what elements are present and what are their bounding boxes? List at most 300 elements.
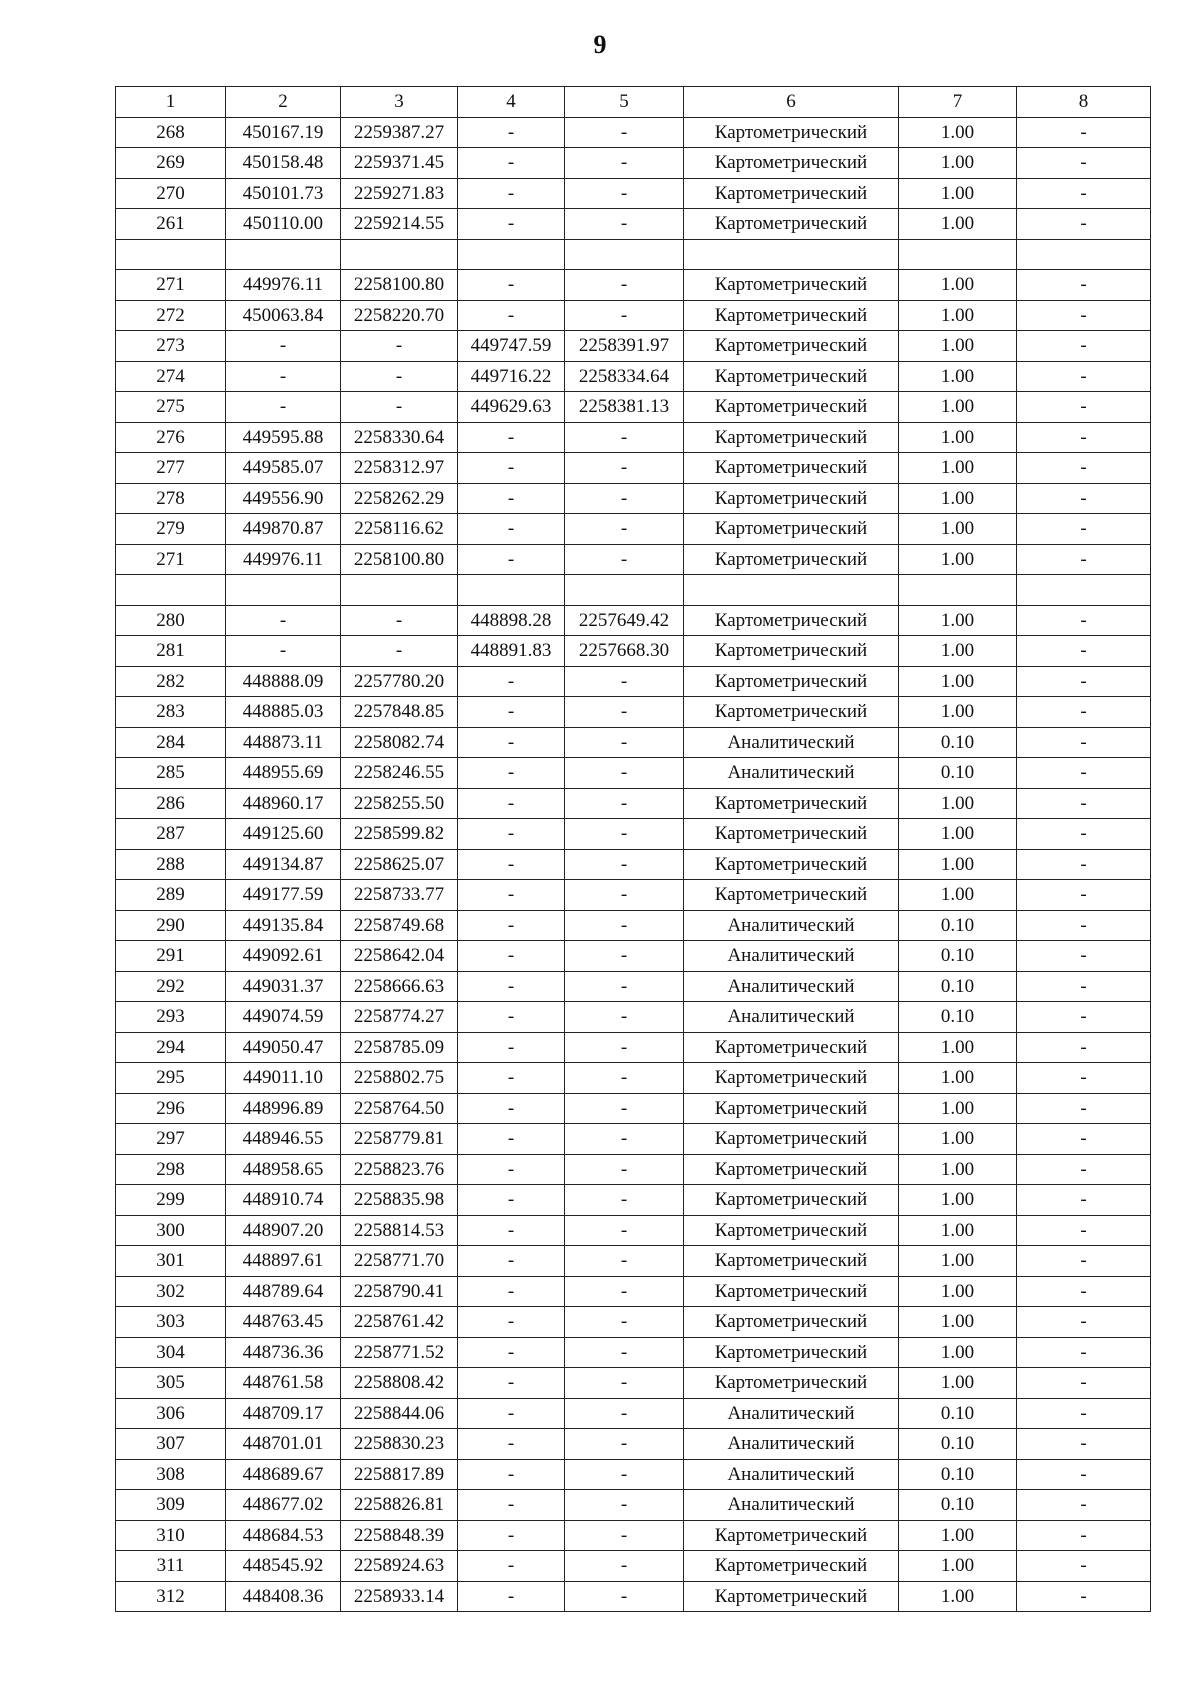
cell-y-coordinate: 2258808.42 [341,1368,458,1399]
cell-method: Картометрический [684,697,899,728]
cell-point-number: 293 [116,1002,226,1033]
cell-x-coordinate-alt: 449629.63 [458,392,565,423]
table-row [116,1459,1151,1490]
cell-precision [899,575,1017,606]
cell-y-coordinate-alt: - [565,666,684,697]
cell-x-coordinate-alt: - [458,941,565,972]
cell-precision: 0.10 [899,1490,1017,1521]
cell-y-coordinate: - [341,331,458,362]
cell-precision: 1.00 [899,605,1017,636]
cell-y-coordinate: 2258749.68 [341,910,458,941]
cell-x-coordinate-alt: 449747.59 [458,331,565,362]
cell-point-number: 306 [116,1398,226,1429]
cell-x-coordinate: 448736.36 [226,1337,341,1368]
cell-y-coordinate-alt: 2257649.42 [565,605,684,636]
cell-y-coordinate: 2258330.64 [341,422,458,453]
table-row [116,1337,1151,1368]
cell-method: Аналитический [684,1459,899,1490]
cell-note: - [1017,117,1151,148]
cell-method: Картометрический [684,666,899,697]
cell-method: Картометрический [684,1063,899,1094]
table-row [116,1246,1151,1277]
cell-x-coordinate: 448789.64 [226,1276,341,1307]
table-row [116,819,1151,850]
table-row [116,209,1151,240]
cell-note: - [1017,1154,1151,1185]
cell-method: Картометрический [684,361,899,392]
table-row [116,1215,1151,1246]
cell-precision: 1.00 [899,1124,1017,1155]
cell-x-coordinate-alt: - [458,300,565,331]
cell-x-coordinate: 448709.17 [226,1398,341,1429]
cell-x-coordinate-alt: - [458,697,565,728]
cell-note [1017,239,1151,270]
cell-x-coordinate-alt: - [458,1063,565,1094]
cell-x-coordinate-alt: - [458,849,565,880]
cell-y-coordinate-alt: - [565,1093,684,1124]
cell-y-coordinate-alt: - [565,1063,684,1094]
cell-precision: 1.00 [899,1154,1017,1185]
cell-note: - [1017,392,1151,423]
coordinates-table [115,86,1151,1612]
cell-x-coordinate-alt: - [458,117,565,148]
cell-x-coordinate: 448545.92 [226,1551,341,1582]
cell-method [684,575,899,606]
cell-x-coordinate: 450063.84 [226,300,341,331]
cell-x-coordinate: 450110.00 [226,209,341,240]
cell-method: Аналитический [684,727,899,758]
cell-note: - [1017,1368,1151,1399]
cell-y-coordinate-alt: - [565,1124,684,1155]
table-row [116,666,1151,697]
cell-x-coordinate-alt: - [458,727,565,758]
cell-note: - [1017,1398,1151,1429]
table-row [116,117,1151,148]
cell-x-coordinate-alt: - [458,666,565,697]
cell-x-coordinate: - [226,605,341,636]
cell-note: - [1017,819,1151,850]
cell-method: Картометрический [684,1307,899,1338]
cell-precision: 1.00 [899,880,1017,911]
cell-point-number: 309 [116,1490,226,1521]
cell-precision: 0.10 [899,1002,1017,1033]
cell-y-coordinate: 2258823.76 [341,1154,458,1185]
cell-point-number: 297 [116,1124,226,1155]
table-row [116,331,1151,362]
cell-note: - [1017,758,1151,789]
cell-point-number: 294 [116,1032,226,1063]
cell-y-coordinate-alt: - [565,941,684,972]
cell-x-coordinate: 450158.48 [226,148,341,179]
cell-precision: 1.00 [899,1093,1017,1124]
cell-precision: 1.00 [899,697,1017,728]
cell-x-coordinate: 448761.58 [226,1368,341,1399]
cell-y-coordinate: 2258779.81 [341,1124,458,1155]
cell-precision: 1.00 [899,819,1017,850]
table-row [116,1307,1151,1338]
cell-point-number: 291 [116,941,226,972]
cell-point-number: 282 [116,666,226,697]
cell-precision: 1.00 [899,1185,1017,1216]
cell-method: Аналитический [684,758,899,789]
cell-precision: 1.00 [899,666,1017,697]
cell-precision: 1.00 [899,1246,1017,1277]
cell-precision: 1.00 [899,1581,1017,1612]
table-row [116,1551,1151,1582]
cell-precision: 1.00 [899,209,1017,240]
cell-note: - [1017,361,1151,392]
cell-y-coordinate: 2257848.85 [341,697,458,728]
cell-x-coordinate-alt: - [458,1368,565,1399]
cell-x-coordinate-alt: - [458,1154,565,1185]
cell-x-coordinate: 448677.02 [226,1490,341,1521]
cell-method: Картометрический [684,1124,899,1155]
cell-y-coordinate-alt: - [565,483,684,514]
cell-note: - [1017,1215,1151,1246]
cell-y-coordinate-alt: - [565,1276,684,1307]
cell-y-coordinate: 2258771.70 [341,1246,458,1277]
cell-point-number: 292 [116,971,226,1002]
cell-x-coordinate: 449976.11 [226,544,341,575]
cell-y-coordinate-alt: - [565,697,684,728]
cell-precision: 1.00 [899,544,1017,575]
cell-precision: 1.00 [899,361,1017,392]
cell-x-coordinate-alt: - [458,910,565,941]
cell-x-coordinate-alt: - [458,1032,565,1063]
cell-point-number: 302 [116,1276,226,1307]
cell-note: - [1017,605,1151,636]
cell-precision: 1.00 [899,148,1017,179]
header-cell-col-5: 5 [565,87,684,118]
cell-point-number: 296 [116,1093,226,1124]
cell-x-coordinate-alt: 448898.28 [458,605,565,636]
cell-method: Картометрический [684,880,899,911]
cell-x-coordinate: 448955.69 [226,758,341,789]
cell-x-coordinate: 448907.20 [226,1215,341,1246]
cell-note: - [1017,1520,1151,1551]
cell-point-number: 270 [116,178,226,209]
cell-precision: 1.00 [899,1368,1017,1399]
cell-method [684,239,899,270]
cell-y-coordinate: 2258246.55 [341,758,458,789]
cell-y-coordinate: 2258774.27 [341,1002,458,1033]
cell-method: Аналитический [684,1490,899,1521]
table-row [116,605,1151,636]
cell-point-number: 273 [116,331,226,362]
cell-note: - [1017,1093,1151,1124]
table-row [116,422,1151,453]
cell-y-coordinate-alt: 2258391.97 [565,331,684,362]
table-row [116,788,1151,819]
cell-x-coordinate-alt: - [458,1246,565,1277]
cell-x-coordinate-alt: - [458,788,565,819]
cell-x-coordinate-alt: - [458,971,565,1002]
cell-precision: 1.00 [899,1307,1017,1338]
cell-point-number: 280 [116,605,226,636]
cell-note: - [1017,300,1151,331]
cell-precision: 1.00 [899,1215,1017,1246]
cell-precision: 1.00 [899,1520,1017,1551]
cell-x-coordinate: 449870.87 [226,514,341,545]
table-body [116,117,1151,1612]
cell-x-coordinate-alt: - [458,1276,565,1307]
cell-note: - [1017,514,1151,545]
cell-note: - [1017,849,1151,880]
cell-x-coordinate-alt: - [458,880,565,911]
cell-method: Аналитический [684,971,899,1002]
cell-precision: 1.00 [899,1337,1017,1368]
cell-note: - [1017,453,1151,484]
cell-precision: 1.00 [899,331,1017,362]
cell-y-coordinate-alt: 2257668.30 [565,636,684,667]
cell-point-number: 275 [116,392,226,423]
cell-precision: 1.00 [899,270,1017,301]
cell-point-number: 284 [116,727,226,758]
cell-y-coordinate-alt: - [565,880,684,911]
cell-y-coordinate: 2258599.82 [341,819,458,850]
cell-point-number: 290 [116,910,226,941]
table-row [116,1581,1151,1612]
cell-y-coordinate: 2258933.14 [341,1581,458,1612]
cell-y-coordinate-alt: - [565,148,684,179]
table-separator-row [116,575,1151,606]
cell-x-coordinate-alt: - [458,1185,565,1216]
cell-precision: 0.10 [899,1459,1017,1490]
cell-y-coordinate: 2258761.42 [341,1307,458,1338]
cell-x-coordinate: - [226,636,341,667]
cell-method: Картометрический [684,1093,899,1124]
cell-y-coordinate: 2258924.63 [341,1551,458,1582]
cell-y-coordinate-alt: - [565,1337,684,1368]
cell-x-coordinate [226,575,341,606]
cell-precision: 1.00 [899,117,1017,148]
cell-x-coordinate-alt: - [458,544,565,575]
cell-method: Картометрический [684,514,899,545]
cell-point-number: 283 [116,697,226,728]
cell-method: Картометрический [684,1215,899,1246]
table-row [116,1276,1151,1307]
table-row [116,148,1151,179]
cell-y-coordinate: 2258625.07 [341,849,458,880]
cell-point-number: 307 [116,1429,226,1460]
cell-y-coordinate: 2258082.74 [341,727,458,758]
cell-precision: 0.10 [899,941,1017,972]
cell-y-coordinate-alt: - [565,1185,684,1216]
header-cell-col-8: 8 [1017,87,1151,118]
cell-y-coordinate-alt: - [565,422,684,453]
cell-note: - [1017,666,1151,697]
table-row [116,1490,1151,1521]
cell-x-coordinate-alt: - [458,270,565,301]
cell-note: - [1017,178,1151,209]
cell-y-coordinate: 2257780.20 [341,666,458,697]
cell-note: - [1017,331,1151,362]
cell-note: - [1017,483,1151,514]
cell-precision: 0.10 [899,1429,1017,1460]
cell-y-coordinate: 2258835.98 [341,1185,458,1216]
table-row [116,697,1151,728]
header-cell-col-3: 3 [341,87,458,118]
page-number: 9 [593,30,607,59]
cell-y-coordinate-alt: - [565,1398,684,1429]
cell-precision: 1.00 [899,1063,1017,1094]
cell-x-coordinate-alt: - [458,1093,565,1124]
cell-precision: 0.10 [899,910,1017,941]
cell-method: Картометрический [684,849,899,880]
cell-point-number: 268 [116,117,226,148]
cell-x-coordinate: 448897.61 [226,1246,341,1277]
cell-x-coordinate: 448873.11 [226,727,341,758]
cell-x-coordinate: - [226,331,341,362]
cell-point-number: 298 [116,1154,226,1185]
cell-method: Картометрический [684,483,899,514]
cell-y-coordinate: 2258100.80 [341,270,458,301]
header-cell-col-2: 2 [226,87,341,118]
cell-precision: 0.10 [899,971,1017,1002]
cell-method: Картометрический [684,331,899,362]
cell-note: - [1017,1337,1151,1368]
table-row [116,880,1151,911]
table-row [116,453,1151,484]
cell-x-coordinate: 449031.37 [226,971,341,1002]
cell-x-coordinate-alt: 448891.83 [458,636,565,667]
cell-y-coordinate-alt: - [565,1032,684,1063]
cell-method: Картометрический [684,1551,899,1582]
cell-x-coordinate-alt: - [458,178,565,209]
cell-precision: 0.10 [899,727,1017,758]
table-row [116,849,1151,880]
cell-x-coordinate-alt: - [458,1490,565,1521]
cell-point-number: 271 [116,270,226,301]
cell-method: Картометрический [684,544,899,575]
cell-y-coordinate-alt: - [565,1002,684,1033]
cell-x-coordinate: 448763.45 [226,1307,341,1338]
cell-y-coordinate: 2259371.45 [341,148,458,179]
cell-point-number: 286 [116,788,226,819]
cell-precision: 1.00 [899,636,1017,667]
cell-y-coordinate-alt: - [565,1307,684,1338]
cell-method: Картометрический [684,819,899,850]
cell-precision: 1.00 [899,453,1017,484]
cell-x-coordinate-alt: 449716.22 [458,361,565,392]
cell-point-number [116,575,226,606]
cell-y-coordinate-alt: - [565,117,684,148]
cell-method: Картометрический [684,178,899,209]
cell-x-coordinate: 448888.09 [226,666,341,697]
cell-y-coordinate: 2259387.27 [341,117,458,148]
header-cell-col-7: 7 [899,87,1017,118]
cell-y-coordinate: 2258814.53 [341,1215,458,1246]
cell-y-coordinate: 2258817.89 [341,1459,458,1490]
table-row [116,300,1151,331]
table-row [116,941,1151,972]
cell-point-number: 278 [116,483,226,514]
cell-note: - [1017,636,1151,667]
cell-note: - [1017,1124,1151,1155]
table-row [116,1185,1151,1216]
cell-method: Картометрический [684,1154,899,1185]
cell-note: - [1017,1246,1151,1277]
cell-x-coordinate: 448689.67 [226,1459,341,1490]
cell-point-number: 269 [116,148,226,179]
cell-x-coordinate: 448885.03 [226,697,341,728]
cell-y-coordinate-alt: 2258334.64 [565,361,684,392]
table-row [116,1093,1151,1124]
cell-y-coordinate-alt: - [565,270,684,301]
cell-note [1017,575,1151,606]
cell-y-coordinate: 2258116.62 [341,514,458,545]
cell-precision [899,239,1017,270]
table-row [116,392,1151,423]
cell-method: Картометрический [684,1337,899,1368]
cell-y-coordinate: 2258220.70 [341,300,458,331]
cell-y-coordinate-alt: - [565,514,684,545]
cell-y-coordinate: 2259271.83 [341,178,458,209]
cell-x-coordinate-alt: - [458,453,565,484]
cell-y-coordinate: - [341,361,458,392]
cell-method: Картометрический [684,422,899,453]
cell-method: Картометрический [684,1520,899,1551]
cell-precision: 1.00 [899,514,1017,545]
cell-point-number: 277 [116,453,226,484]
cell-note: - [1017,910,1151,941]
cell-x-coordinate-alt [458,575,565,606]
cell-y-coordinate: 2258764.50 [341,1093,458,1124]
cell-y-coordinate-alt: - [565,300,684,331]
cell-y-coordinate-alt: - [565,1246,684,1277]
cell-point-number: 308 [116,1459,226,1490]
table-row [116,758,1151,789]
cell-precision: 1.00 [899,1032,1017,1063]
cell-y-coordinate [341,575,458,606]
cell-precision: 1.00 [899,1276,1017,1307]
cell-x-coordinate-alt [458,239,565,270]
cell-note: - [1017,422,1151,453]
cell-y-coordinate: 2258100.80 [341,544,458,575]
cell-y-coordinate: 2258826.81 [341,1490,458,1521]
cell-y-coordinate: 2259214.55 [341,209,458,240]
cell-note: - [1017,727,1151,758]
cell-y-coordinate: - [341,605,458,636]
header-row [116,87,1151,118]
table-row [116,483,1151,514]
cell-x-coordinate: 449976.11 [226,270,341,301]
cell-point-number: 301 [116,1246,226,1277]
cell-y-coordinate: 2258848.39 [341,1520,458,1551]
cell-note: - [1017,1063,1151,1094]
cell-note: - [1017,209,1151,240]
table-row [116,1154,1151,1185]
cell-x-coordinate: 450101.73 [226,178,341,209]
cell-point-number: 311 [116,1551,226,1582]
cell-point-number: 303 [116,1307,226,1338]
cell-y-coordinate-alt [565,575,684,606]
cell-y-coordinate-alt: - [565,819,684,850]
cell-method: Картометрический [684,788,899,819]
cell-precision: 1.00 [899,483,1017,514]
cell-y-coordinate-alt: - [565,1551,684,1582]
cell-x-coordinate: 449135.84 [226,910,341,941]
cell-y-coordinate-alt: - [565,453,684,484]
cell-x-coordinate-alt: - [458,483,565,514]
cell-point-number: 305 [116,1368,226,1399]
cell-x-coordinate-alt: - [458,209,565,240]
header-cell-col-6: 6 [684,87,899,118]
table-row [116,1398,1151,1429]
table-row [116,1520,1151,1551]
cell-y-coordinate-alt: - [565,178,684,209]
cell-y-coordinate-alt: - [565,544,684,575]
